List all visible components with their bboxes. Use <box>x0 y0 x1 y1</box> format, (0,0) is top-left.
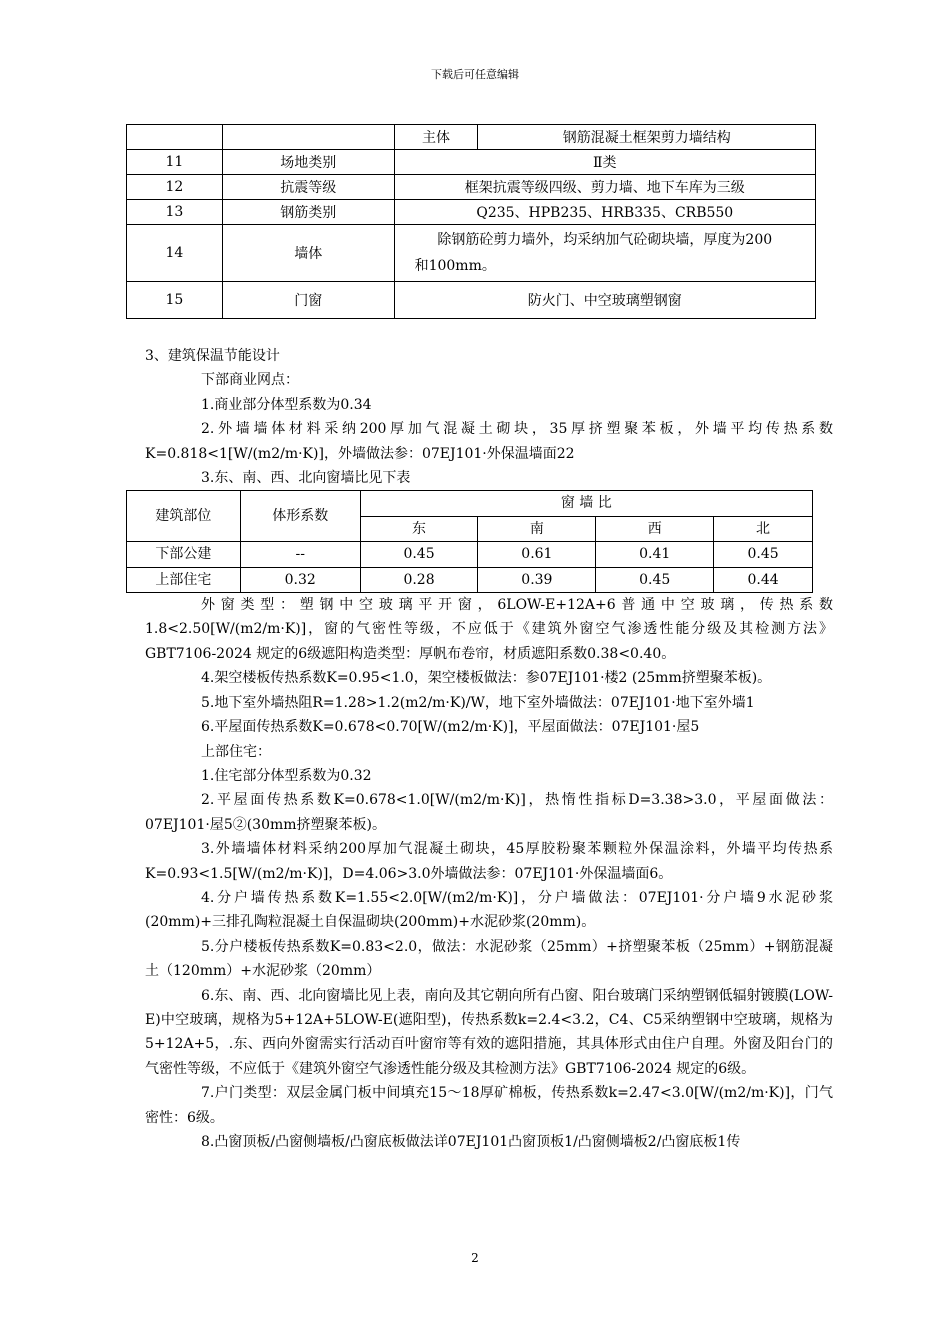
section-title: 3、建筑保温节能设计 <box>145 348 280 364</box>
table-row <box>127 225 816 282</box>
row-number: 14 <box>127 225 223 282</box>
paragraph: 6.东、南、西、北向窗墙比见上表，南向及其它朝向所有凸窗、阳台玻璃门采纳塑钢低辐射镀膜(LOW-E)中空玻璃，规格为5+12A+5LOW-E(遮阳型)，传热系数k=2.4<3.2，C4、C5采纳塑钢中空玻璃，规格为5+12A+5，.东、西向外窗需实行活动百叶窗帘等有效的遮阳措施，其具体形式由住户自理。外窗及阳台门的气密性等级，不应低于《建筑外窗空气渗透性能分级及其检测方法》GBT7106-2024 规定的6级。 <box>145 987 833 1077</box>
paragraph: 外窗类型：塑钢中空玻璃平开窗，6LOW-E+12A+6普通中空玻璃，传热系数1.8<2.50[W/(m2/m·K)]，窗的气密性等级，不应低于《建筑外窗空气渗透性能分级及其检测方法》GBT7106-2024 规定的6级遮阳构造类型：厚帆布卷帘，材质遮阳系数0.38<0.40。 <box>145 597 833 662</box>
row-item: 墙体 <box>222 225 394 282</box>
paragraph: 3.东、南、西、北向窗墙比见下表 <box>201 470 411 487</box>
row-value-line: 除钢筋砼剪力墙外，均采纳加气砼砌块墙，厚度为200 <box>437 232 773 248</box>
subsection-title: 上部住宅： <box>201 743 271 760</box>
row-value: 防火门、中空玻璃塑钢窗 <box>394 282 815 319</box>
paragraph: 2.外墙墙体材料采纳200厚加气混凝土砌块，35厚挤塑聚苯板，外墙平均传热系数K=0.818<1[W/(m2/m·K)]，外墙做法参：07EJ101·外保温墙面22 <box>145 421 833 462</box>
table-row <box>127 567 813 592</box>
table-cell: -- <box>240 542 360 567</box>
table-cell: 0.45 <box>360 542 478 567</box>
paragraph: 7.户门类型：双层金属门板中间填充15～18厚矿棉板，传热系数k=2.47<3.0[W/(m2/m·K)]，门气密性：6级。 <box>145 1085 833 1126</box>
table-cell: 0.32 <box>240 567 360 592</box>
table-cell: 0.45 <box>596 567 714 592</box>
body-text <box>145 344 833 1154</box>
paragraph: 5.地下室外墙热阻R=1.28>1.2(m2/m·K)/W，地下室外墙做法：07EJ101·地下室外墙1 <box>201 694 755 711</box>
table-cell: 钢筋混凝土框架剪力墙结构 <box>478 125 816 150</box>
row-number: 12 <box>127 175 223 200</box>
table-row <box>127 542 813 567</box>
paragraph: 3.外墙墙体材料采纳200厚加气混凝土砌块，45厚胶粉聚苯颗粒外保温涂料，外墙平均传热系K=0.93<1.5[W/(m2/m·K)]，D=4.06>3.0外墙做法参：07EJ101·外保温墙面6。 <box>145 841 833 882</box>
row-item: 场地类别 <box>222 150 394 175</box>
page-number: 2 <box>471 1251 479 1265</box>
header-cell: 南 <box>478 516 596 541</box>
table-cell: 上部住宅 <box>127 567 241 592</box>
row-item: 门窗 <box>222 282 394 319</box>
row-value <box>394 225 815 282</box>
page-header: 下载后可任意编辑 <box>431 68 519 81</box>
table-cell: 0.28 <box>360 567 478 592</box>
row-number: 11 <box>127 150 223 175</box>
header-cell: 窗 墙 比 <box>360 491 812 516</box>
row-number: 15 <box>127 282 223 319</box>
table-cell <box>127 125 223 150</box>
paragraph: 4.分户墙传热系数K=1.55<2.0[W/(m2/m·K)]，分户墙做法：07EJ101·分户墙9水泥砂浆(20mm)+三排孔陶粒混凝土自保温砌块(200mm)+水泥砂浆(20mm)。 <box>145 889 833 931</box>
paragraph: 2.平屋面传热系数K=0.678<1.0[W/(m2/m·K)]，热惰性指标D=3.38>3.0，平屋面做法：07EJ101·屋5②(30mm挤塑聚苯板)。 <box>145 792 833 833</box>
row-value: Ⅱ类 <box>394 150 815 175</box>
row-number: 13 <box>127 200 223 225</box>
paragraph: 6.平屋面传热系数K=0.678<0.70[W/(m2/m·K)]，平屋面做法：07EJ101·屋5 <box>201 719 700 736</box>
header-cell: 建筑部位 <box>127 491 241 542</box>
table-cell: 0.45 <box>714 542 813 567</box>
table-row <box>127 200 816 225</box>
header-cell: 西 <box>596 516 714 541</box>
row-value: Q235、HPB235、HRB335、CRB550 <box>394 200 815 225</box>
table-cell: 0.44 <box>714 567 813 592</box>
row-value-line: 和100mm。 <box>414 258 496 274</box>
table-cell: 0.41 <box>596 542 714 567</box>
table-row <box>127 150 816 175</box>
paragraph: 1.商业部分体型系数为0.34 <box>201 396 372 413</box>
header-cell: 东 <box>360 516 478 541</box>
paragraph: 4.架空楼板传热系数K=0.95<1.0，架空楼板做法：参07EJ101·楼2 (25mm挤塑聚苯板)。 <box>201 670 772 687</box>
table-row <box>127 282 816 319</box>
table-cell: 0.39 <box>478 567 596 592</box>
paragraph: 8.凸窗顶板/凸窗侧墙板/凸窗底板做法详07EJ101凸窗顶板1/凸窗侧墙板2/凸窗底板1传 <box>201 1134 741 1150</box>
table-cell <box>222 125 394 150</box>
table-cell: 0.61 <box>478 542 596 567</box>
row-item: 抗震等级 <box>222 175 394 200</box>
table-cell: 主体 <box>394 125 478 150</box>
row-item: 钢筋类别 <box>222 200 394 225</box>
table-row <box>127 175 816 200</box>
header-cell: 北 <box>714 516 813 541</box>
row-value: 框架抗震等级四级、剪力墙、地下车库为三级 <box>394 175 815 200</box>
structure-table <box>126 124 816 319</box>
window-wall-ratio-table <box>126 490 813 593</box>
paragraph: 1.住宅部分体型系数为0.32 <box>201 767 372 784</box>
table-row <box>127 125 816 150</box>
subsection-title: 下部商业网点： <box>201 372 299 389</box>
table-row <box>127 491 813 516</box>
header-cell: 体形系数 <box>240 491 360 542</box>
table-cell: 下部公建 <box>127 542 241 567</box>
paragraph: 5.分户楼板传热系数K=0.83<2.0，做法：水泥砂浆（25mm）+挤塑聚苯板（25mm）+钢筋混凝土（120mm）+水泥砂浆（20mm） <box>145 938 833 980</box>
